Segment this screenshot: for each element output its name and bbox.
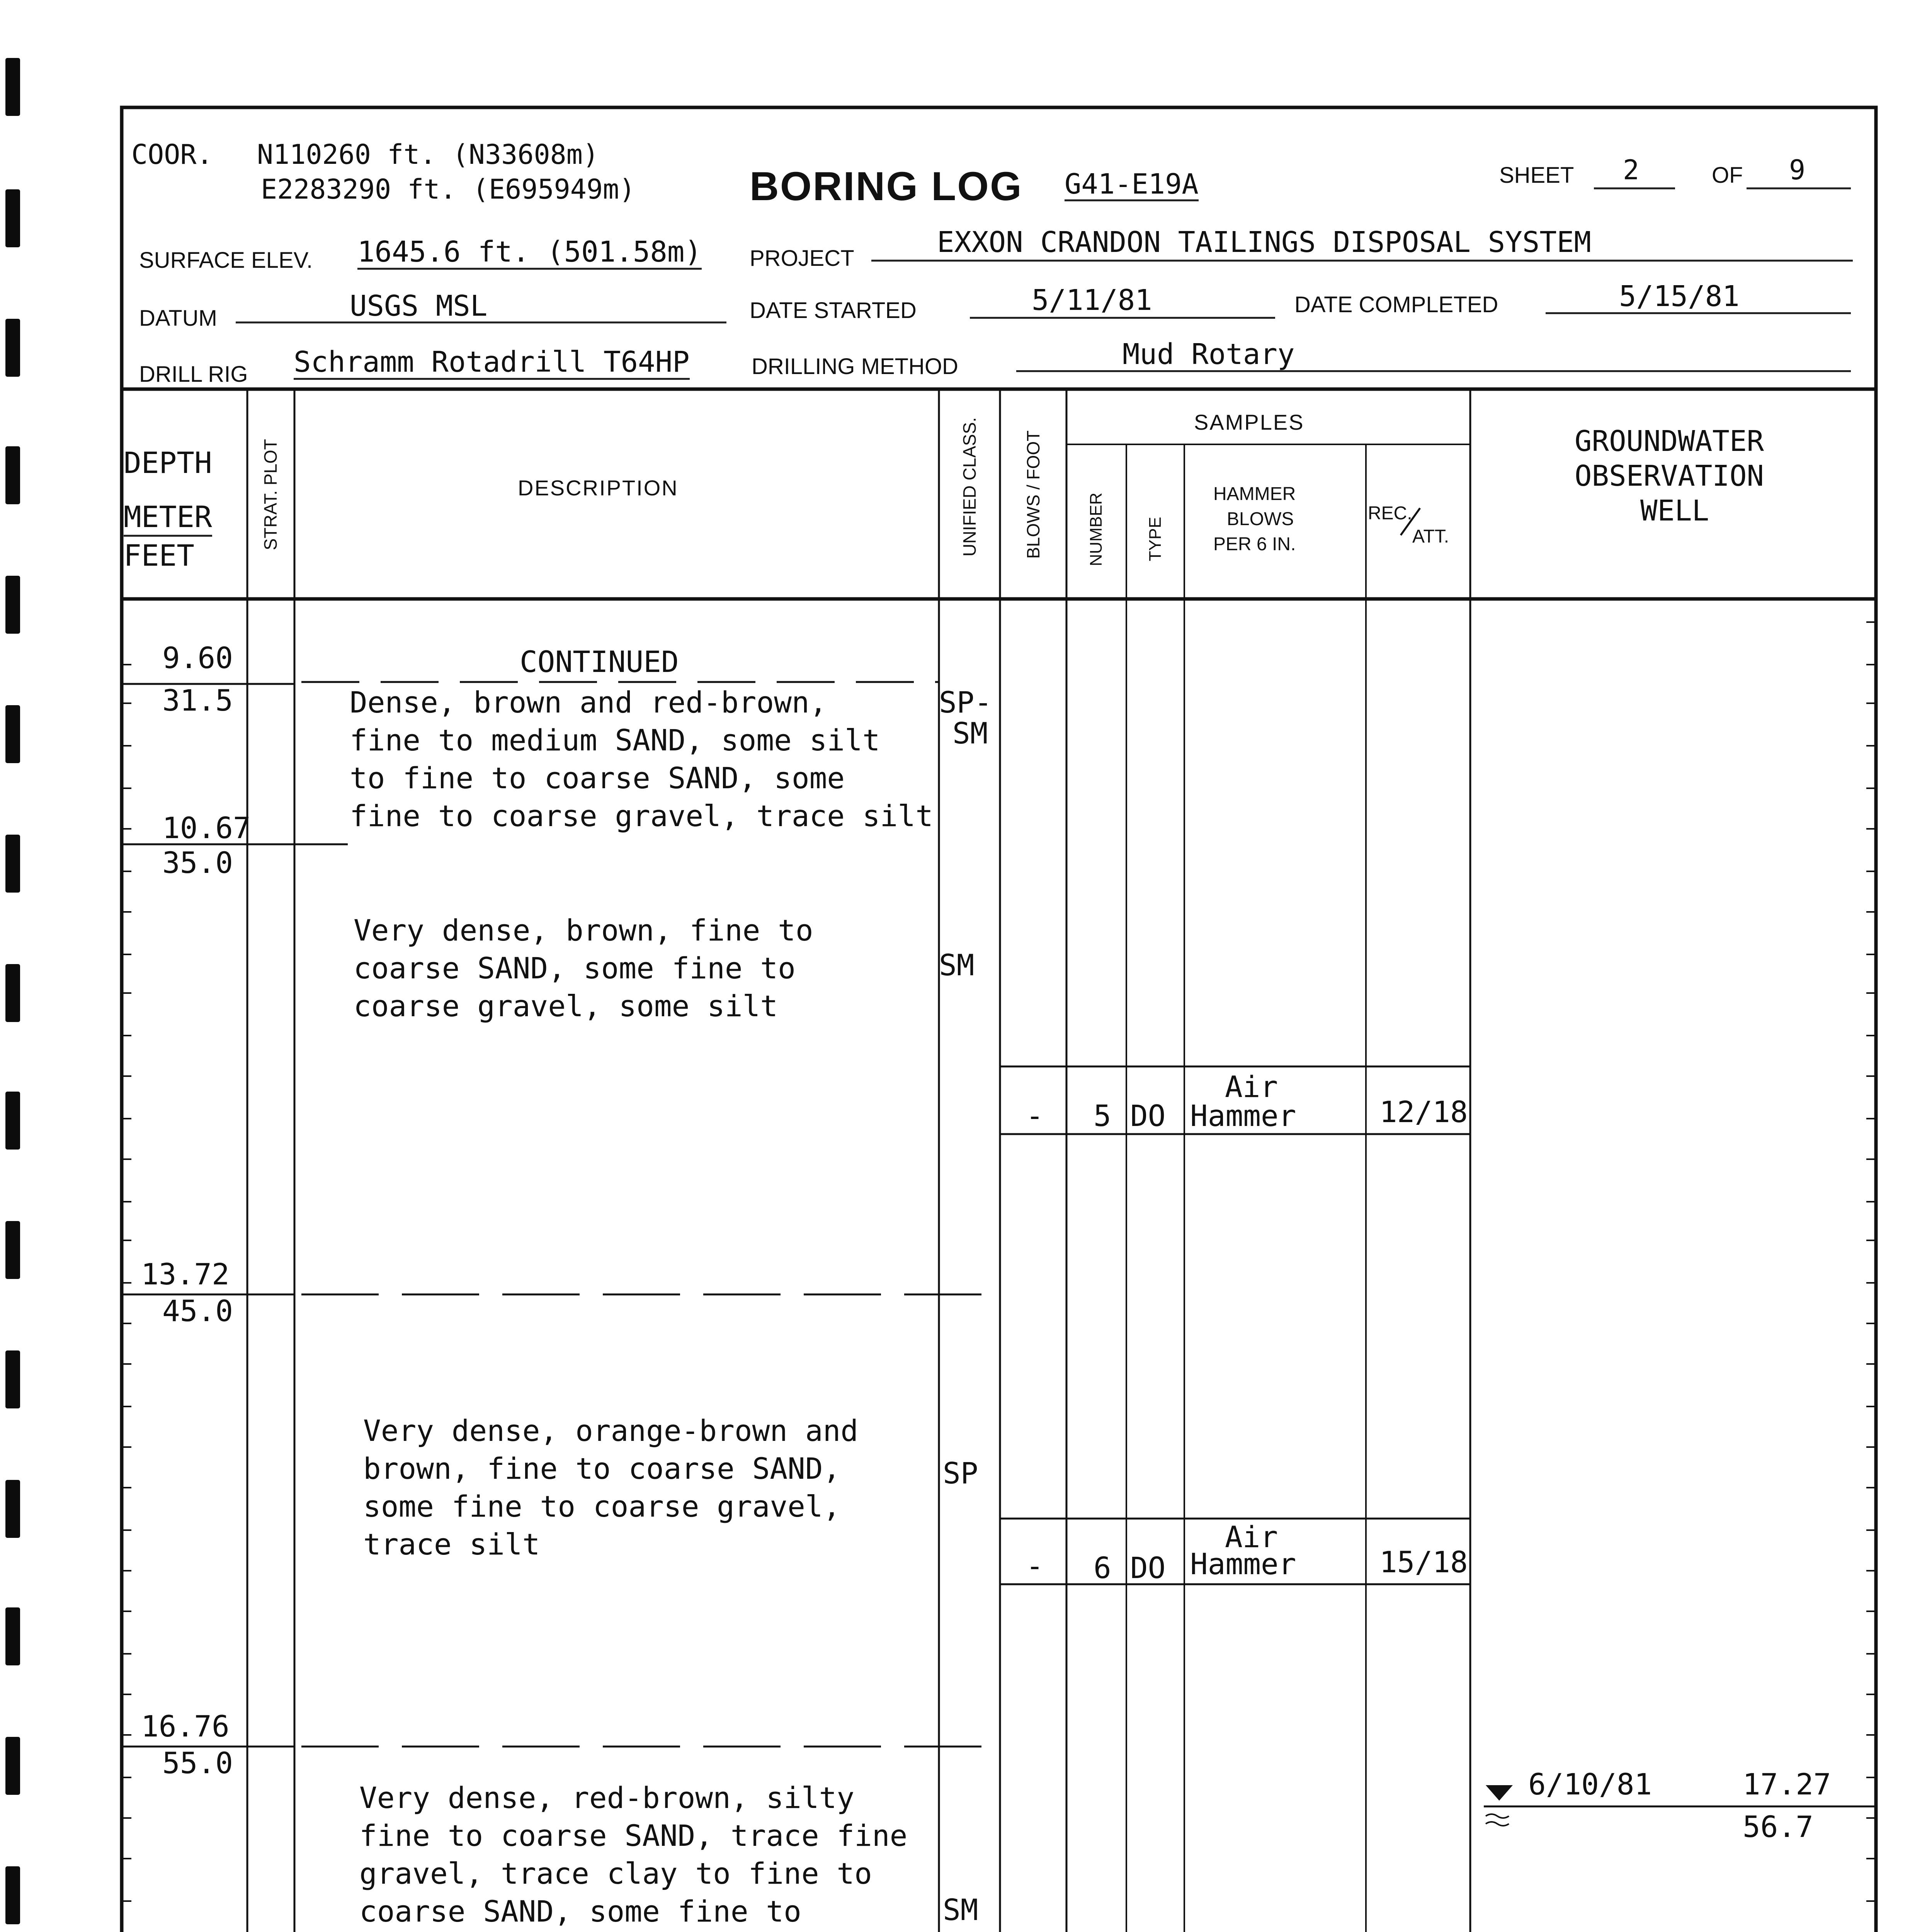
sample-recovery: 15/18: [1379, 1545, 1468, 1579]
depth-meter: 16.76: [141, 1709, 230, 1743]
coor-label: COOR.: [131, 139, 213, 170]
layer-4-line: gravel, trace clay to fine to: [359, 1856, 872, 1891]
col-well: WELL: [1640, 494, 1709, 527]
groundwater-depth-ft: 56.7: [1743, 1810, 1814, 1844]
layer-1-line: fine to coarse gravel, trace silt: [350, 799, 933, 833]
layer-2-line: coarse SAND, some fine to: [354, 951, 796, 985]
project-rule: [871, 260, 1853, 262]
project-label: PROJECT: [750, 246, 854, 271]
depth-feet: 35.0: [162, 845, 233, 880]
col-observation: OBSERVATION: [1575, 459, 1764, 493]
layer-3-class: SP: [943, 1456, 978, 1490]
sample-type: DO: [1130, 1099, 1166, 1133]
drilling-method-value: Mud Rotary: [1122, 338, 1295, 371]
layer-1-line: Dense, brown and red-brown,: [350, 685, 827, 719]
sheet-number: 2: [1623, 154, 1639, 186]
depth-meter: 9.60: [162, 641, 233, 675]
col-number: NUMBER: [1087, 492, 1105, 566]
surface-elev-label: SURFACE ELEV.: [139, 248, 313, 273]
col-groundwater: GROUNDWATER: [1575, 425, 1764, 458]
layer-2-class: SM: [939, 948, 975, 982]
date-started-label: DATE STARTED: [750, 298, 917, 323]
depth-meter: 13.72: [141, 1257, 230, 1291]
water-table-triangle-icon: [1486, 1785, 1513, 1801]
col-description: DESCRIPTION: [518, 476, 679, 500]
layer-3-line: Very dense, orange-brown and: [363, 1413, 859, 1448]
sheet-total-rule: [1747, 187, 1851, 189]
layer-1-class: SM: [952, 716, 988, 750]
groundwater-depth-m: 17.27: [1743, 1767, 1831, 1801]
layer-3-line: trace silt: [363, 1527, 540, 1561]
layer-1-line: fine to medium SAND, some silt: [350, 723, 880, 757]
project-value: EXXON CRANDON TAILINGS DISPOSAL SYSTEM: [937, 226, 1591, 259]
date-started-value: 5/11/81: [1032, 284, 1152, 317]
layer-1-class: SP-: [939, 685, 992, 719]
drilling-method-rule: [1016, 370, 1851, 372]
drill-rig-label: DRILL RIG: [139, 362, 248, 387]
col-rec: REC.: [1368, 503, 1412, 524]
col-depth: DEPTH: [124, 446, 212, 480]
date-completed-label: DATE COMPLETED: [1294, 292, 1498, 317]
sample-number: 6: [1094, 1551, 1111, 1585]
sheet-number-rule: [1594, 187, 1675, 189]
layer-1-line: to fine to coarse SAND, some: [350, 761, 845, 795]
col-hammer-2: BLOWS: [1227, 509, 1294, 529]
date-started-rule: [970, 317, 1275, 319]
col-feet: FEET: [124, 538, 195, 573]
col-blows-foot: BLOWS / FOOT: [1023, 430, 1043, 559]
drill-rig-value: Schramm Rotadrill T64HP: [294, 348, 690, 380]
surface-elev-value: 1645.6 ft. (501.58m): [357, 238, 702, 270]
boring-id: G41-E19A: [1065, 170, 1199, 201]
layer-4-class: SM: [943, 1893, 978, 1927]
drilling-method-label: DRILLING METHOD: [752, 354, 958, 379]
sample-type: DO: [1130, 1551, 1166, 1585]
of-label: OF: [1712, 163, 1743, 188]
layer-3-line: some fine to coarse gravel,: [363, 1489, 841, 1524]
col-att: ATT.: [1412, 526, 1449, 547]
coor-north: N110260 ft. (N33608m): [257, 139, 599, 170]
layer-2-line: coarse gravel, some silt: [354, 989, 778, 1023]
col-unified-class: UNIFIED CLASS.: [959, 417, 980, 557]
sample-hammer: Hammer: [1190, 1547, 1296, 1581]
layer-2-line: Very dense, brown, fine to: [354, 913, 813, 947]
layer-4-line: Very dense, red-brown, silty: [359, 1781, 855, 1815]
depth-feet: 55.0: [162, 1746, 233, 1780]
datum-rule: [236, 321, 726, 323]
sample-number: 5: [1094, 1099, 1111, 1133]
datum-value: USGS MSL: [350, 289, 488, 323]
col-strat-plot: STRAT. PLOT: [260, 439, 281, 550]
depth-feet: 45.0: [162, 1294, 233, 1328]
continued-top: CONTINUED: [520, 645, 679, 679]
sheet-label: SHEET: [1499, 163, 1574, 188]
depth-meter: 10.67: [162, 811, 251, 845]
groundwater-date: 6/10/81: [1528, 1767, 1652, 1801]
sheet-total: 9: [1789, 154, 1806, 186]
sample-recovery: 12/18: [1379, 1095, 1468, 1129]
col-meter: METER: [124, 502, 212, 537]
col-samples: SAMPLES: [1194, 410, 1304, 434]
sample-hammer: Hammer: [1190, 1099, 1296, 1133]
sample-hammer: Air: [1225, 1070, 1278, 1104]
col-hammer-3: PER 6 IN.: [1213, 534, 1296, 554]
rec-att-slash: [1399, 506, 1422, 537]
layer-4-line: fine to coarse SAND, trace fine: [359, 1818, 908, 1853]
sample-blows: -: [1026, 1099, 1044, 1133]
depth-feet: 31.5: [162, 683, 233, 718]
date-completed-rule: [1546, 312, 1851, 314]
page-title: BORING LOG: [750, 164, 1023, 209]
col-hammer-1: HAMMER: [1213, 484, 1296, 504]
datum-label: DATUM: [139, 306, 217, 331]
layer-4-line: coarse SAND, some fine to: [359, 1894, 801, 1929]
sample-blows: -: [1026, 1549, 1044, 1583]
layer-3-line: brown, fine to coarse SAND,: [363, 1451, 841, 1486]
col-type: TYPE: [1146, 517, 1165, 561]
sample-hammer: Air: [1225, 1520, 1278, 1554]
date-completed-value: 5/15/81: [1619, 280, 1740, 313]
coor-east: E2283290 ft. (E695949m): [261, 173, 636, 205]
